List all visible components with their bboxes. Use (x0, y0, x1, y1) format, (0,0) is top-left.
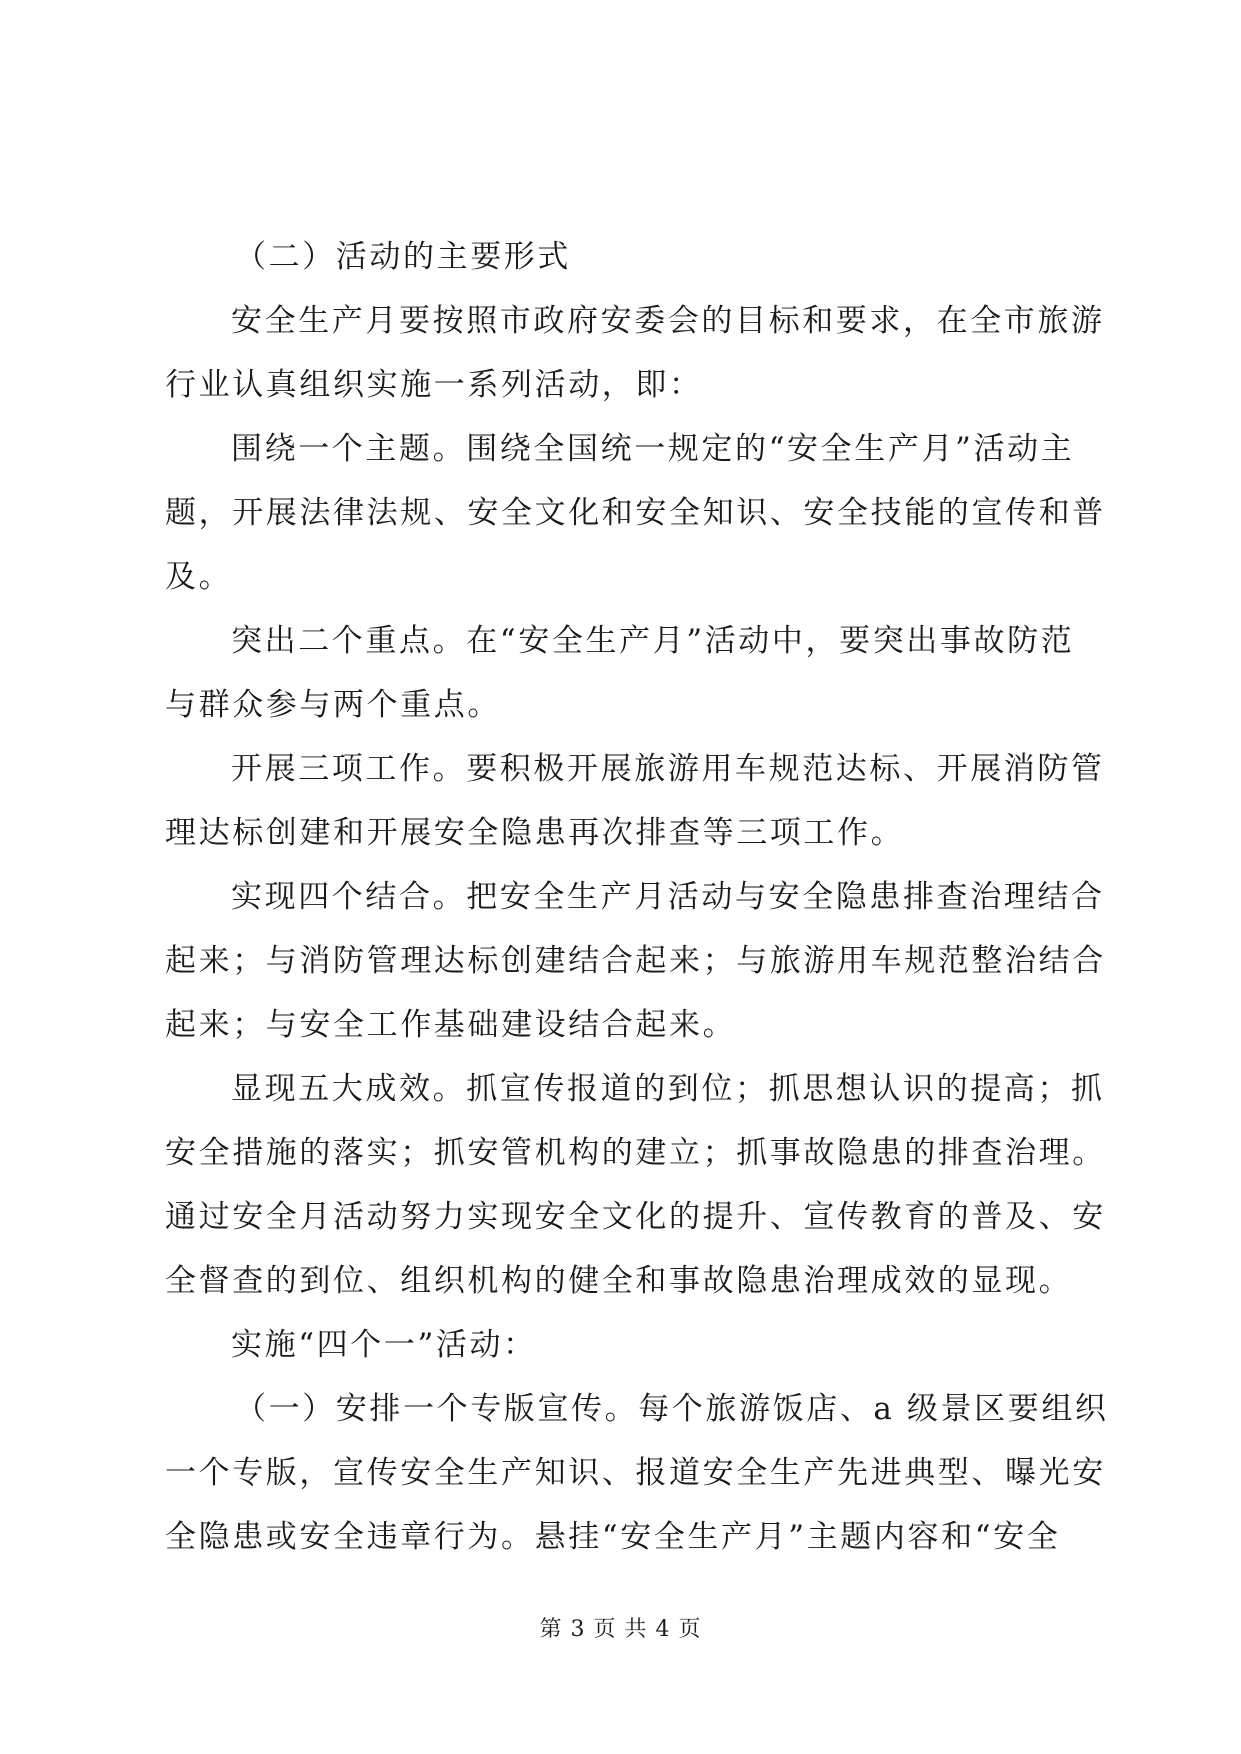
paragraph-line: 理达标创建和开展安全隐患再次排查等三项工作。 (165, 815, 905, 851)
paragraph-line: 安全生产月要按照市政府安委会的目标和要求，在全市旅游 (231, 303, 1105, 339)
paragraph-line: 题，开展法律法规、安全文化和安全知识、安全技能的宣传和普 (165, 495, 1106, 531)
paragraph-line: 起来；与消防管理达标创建结合起来；与旅游用车规范整治结合 (165, 943, 1106, 979)
paragraph-line: 安全措施的落实；抓安管机构的建立；抓事故隐患的排查治理。 (165, 1135, 1106, 1171)
section-heading: （二）活动的主要形式 (235, 239, 571, 275)
paragraph-line: （一）安排一个专版宣传。每个旅游饭店、a 级景区要组织 (235, 1391, 1109, 1427)
paragraph-line: 一个专版，宣传安全生产知识、报道安全生产先进典型、曝光安 (165, 1455, 1106, 1491)
paragraph-line: 突出二个重点。在“安全生产月”活动中，要突出事故防范 (231, 623, 1075, 659)
paragraph-line: 行业认真组织实施一系列活动，即： (165, 367, 703, 403)
paragraph-line: 实施“四个一”活动： (231, 1327, 537, 1363)
paragraph-line: 开展三项工作。要积极开展旅游用车规范达标、开展消防管 (231, 751, 1105, 787)
paragraph-line: 实现四个结合。把安全生产月活动与安全隐患排查治理结合 (231, 879, 1105, 915)
document-body (165, 225, 1109, 1569)
paragraph-line: 及。 (165, 559, 233, 595)
paragraph-line: 全督查的到位、组织机构的健全和事故隐患治理成效的显现。 (165, 1263, 1073, 1299)
paragraph-line: 与群众参与两个重点。 (165, 687, 501, 723)
paragraph-line: 显现五大成效。抓宣传报道的到位；抓思想认识的提高；抓 (231, 1071, 1105, 1107)
page-number-footer: 第 3 页 共 4 页 (539, 1617, 702, 1642)
paragraph-line: 通过安全月活动努力实现安全文化的提升、宣传教育的普及、安 (165, 1199, 1106, 1235)
paragraph-line: 围绕一个主题。围绕全国统一规定的“安全生产月”活动主 (231, 431, 1075, 467)
paragraph-line: 全隐患或安全违章行为。悬挂“安全生产月”主题内容和“安全 (165, 1519, 1061, 1555)
paragraph-line: 起来；与安全工作基础建设结合起来。 (165, 1007, 737, 1043)
